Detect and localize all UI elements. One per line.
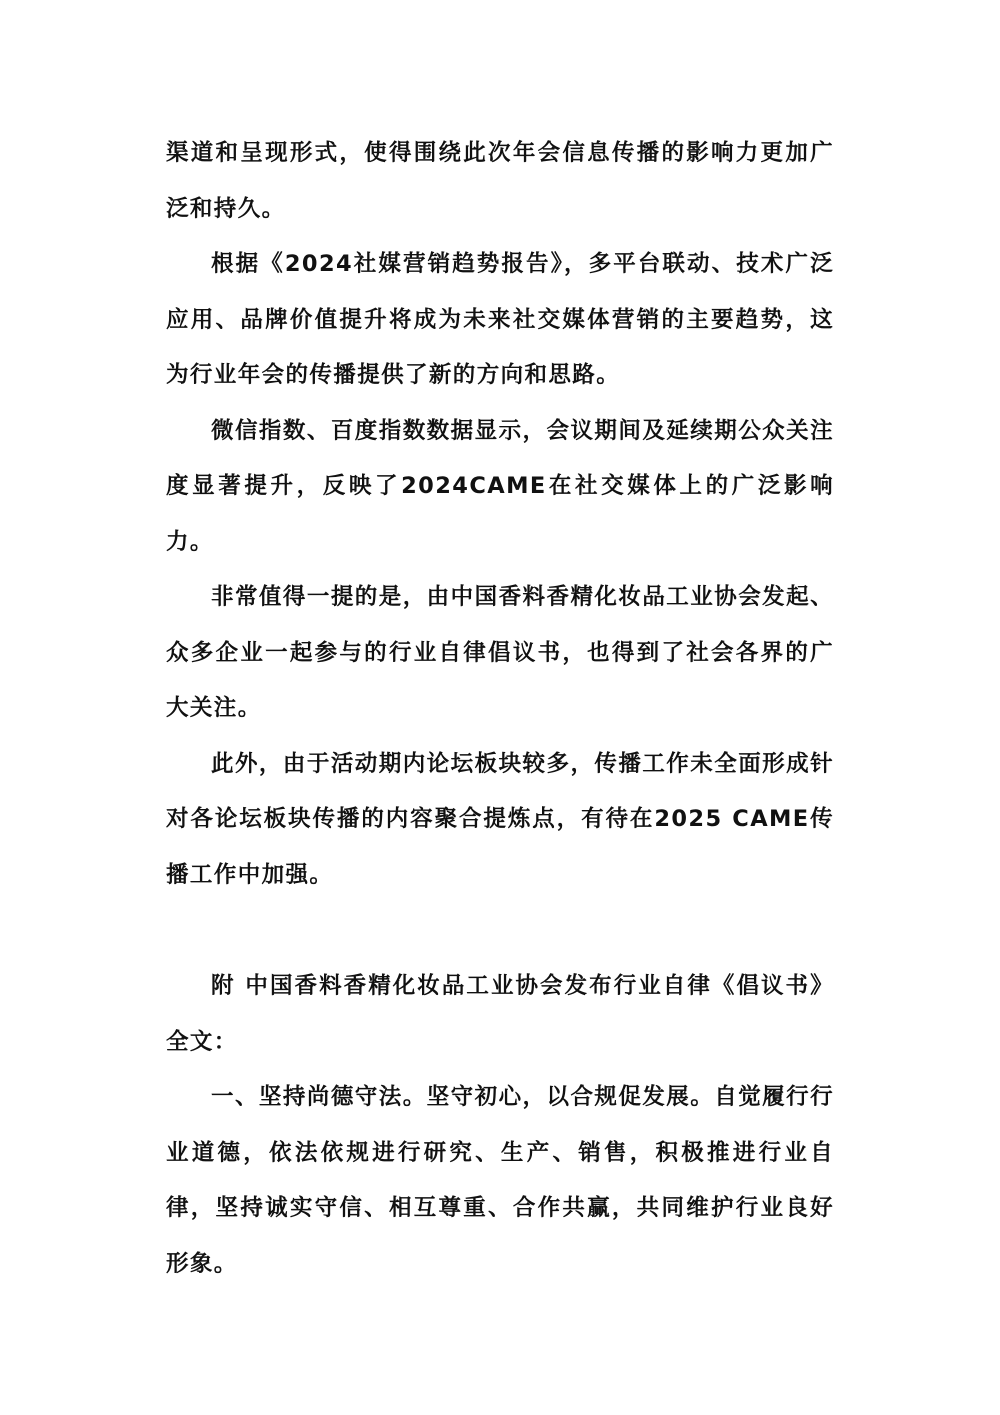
paragraph-continuation: 渠道和呈现形式，使得围绕此次年会信息传播的影响力更加广泛和持久。	[166, 140, 834, 222]
paragraph-initiative: 非常值得一提的是，由中国香料香精化妆品工业协会发起、众多企业一起参与的行业自律倡议书，也得到了社会各界的广大关注。	[166, 584, 834, 721]
section-spacer	[166, 903, 834, 959]
paragraph-principle-one: 一、坚持尚德守法。坚守初心，以合规促发展。自觉履行行业道德，依法依规进行研究、生产、销售，积极推进行业自律，坚持诚实守信、相互尊重、合作共赢，共同维护行业良好形象。	[166, 1084, 834, 1277]
paragraph-index-data: 微信指数、百度指数数据显示，会议期间及延续期公众关注度显著提升，反映了2024CAME在社交媒体上的广泛影响力。	[166, 417, 834, 555]
paragraph-improvement: 此外，由于活动期内论坛板块较多，传播工作未全面形成针对各论坛板块传播的内容聚合提炼点，有待在2025 CAME传播工作中加强。	[166, 750, 834, 888]
document-body	[166, 126, 834, 1292]
paragraph-trend-report: 根据《2024社媒营销趋势报告》，多平台联动、技术广泛应用、品牌价值提升将成为未来社交媒体营销的主要趋势，这为行业年会的传播提供了新的方向和思路。	[166, 251, 834, 388]
appendix-heading: 附 中国香料香精化妆品工业协会发布行业自律《倡议书》全文：	[166, 973, 834, 1055]
